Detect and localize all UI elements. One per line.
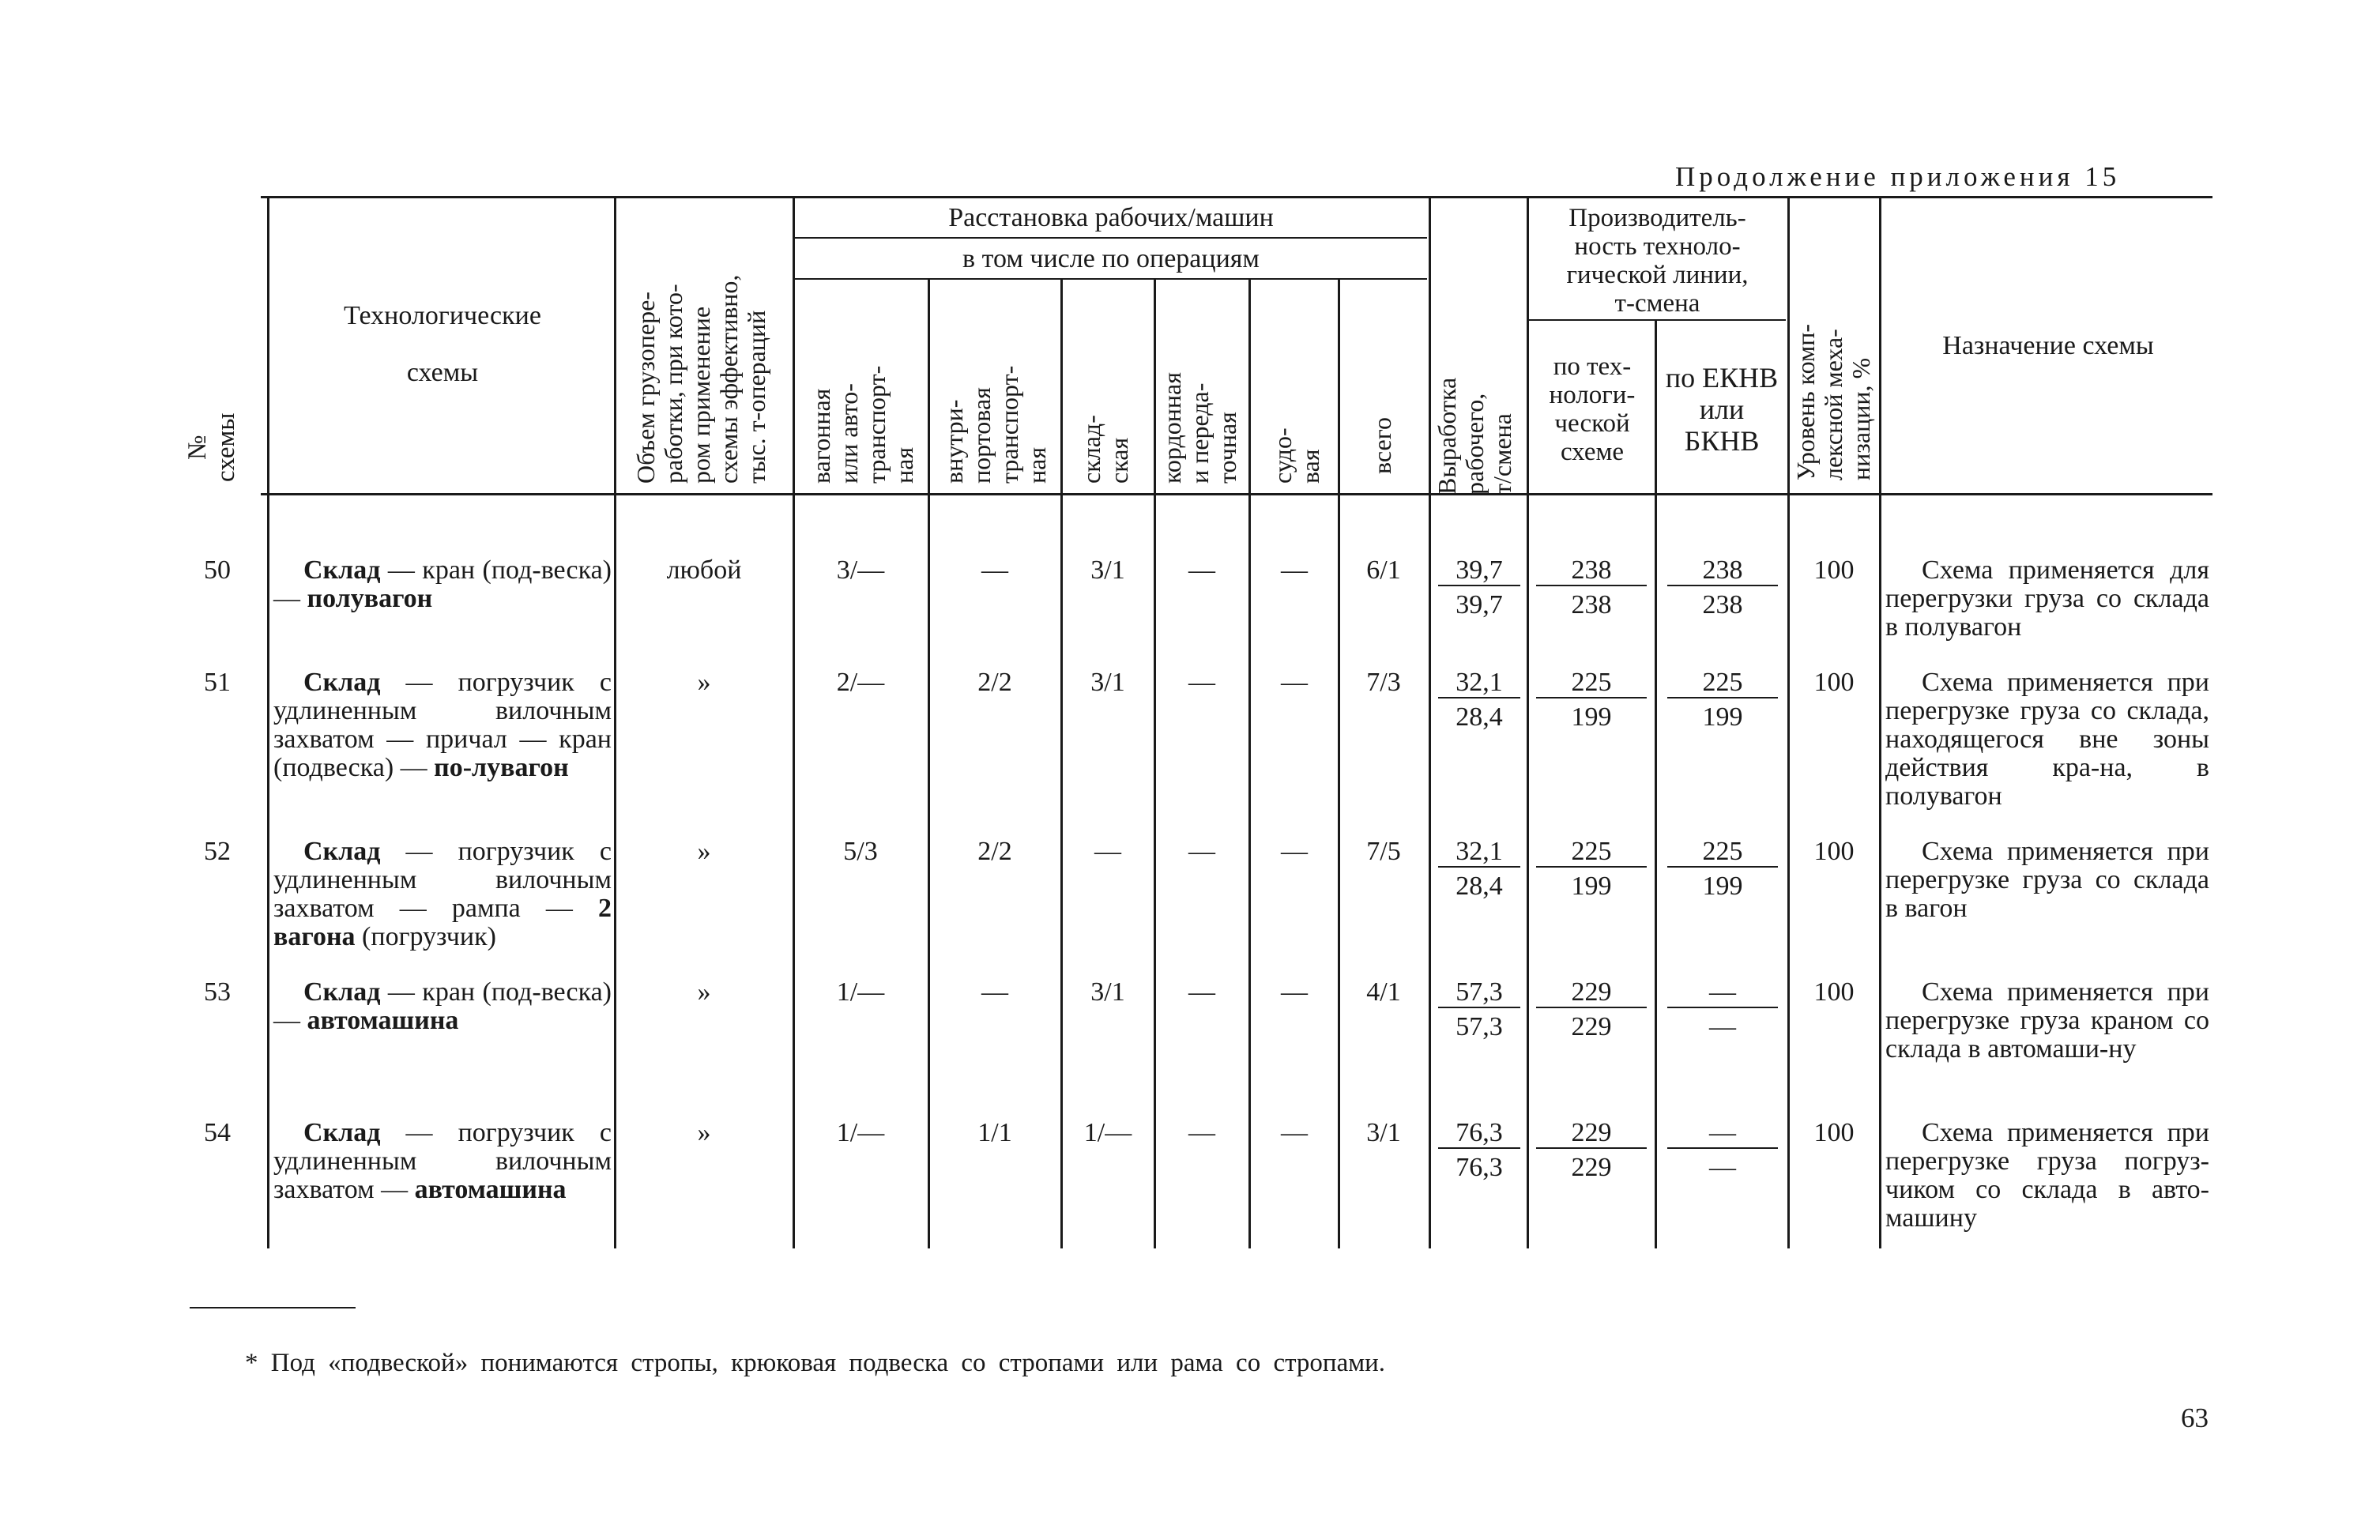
ekhv-top: 225 <box>1667 838 1778 868</box>
ekhv-top: — <box>1667 1119 1778 1149</box>
kordon-cell: — <box>1188 668 1215 697</box>
row-number: 51 <box>204 668 231 697</box>
volume-cell: любой <box>666 555 742 585</box>
wagon-cell: 5/3 <box>843 837 878 866</box>
placement-subrule <box>795 237 1427 239</box>
sklad-cell: 3/1 <box>1090 555 1125 585</box>
sklad-cell: 3/1 <box>1090 668 1125 697</box>
col-rule <box>1248 280 1251 1248</box>
continuation-header: Продолжение приложения 15 <box>1675 161 2121 192</box>
output-top: 32,1 <box>1438 668 1520 698</box>
output-bottom: 57,3 <box>1455 1012 1503 1041</box>
scheme-prod-bottom: 238 <box>1571 590 1612 619</box>
kordon-cell: — <box>1188 977 1215 1007</box>
scheme-prod-top: 225 <box>1536 838 1647 868</box>
header-sklad: склад- ская <box>1077 415 1133 484</box>
header-inner-port: внутри- портовая транспорт- ная <box>940 365 1051 484</box>
productivity-subrule <box>1529 319 1786 321</box>
header-by-scheme: по тех- нологи- ческой схеме <box>1549 352 1636 466</box>
purpose-cell: Схема применяется при перегрузке груза краном со склада в автомаши-ну <box>1885 977 2209 1064</box>
total-cell: 7/3 <box>1366 668 1401 697</box>
volume-cell: » <box>697 837 711 866</box>
sudo-cell: — <box>1281 837 1308 866</box>
kordon-cell: — <box>1188 555 1215 585</box>
row-number: 50 <box>204 555 231 585</box>
col-rule <box>1154 280 1156 1248</box>
header-total: всего <box>1368 416 1396 474</box>
ekhv-bottom: — <box>1709 1153 1736 1182</box>
kordon-cell: — <box>1188 1118 1215 1147</box>
volume-cell: » <box>697 977 711 1007</box>
wagon-cell: 3/— <box>836 555 885 585</box>
col-rule <box>928 280 930 1248</box>
scheme-prod-top: 238 <box>1536 556 1647 586</box>
footnote-rule <box>190 1307 356 1308</box>
col-rule <box>267 198 269 1248</box>
scheme-prod-bottom: 199 <box>1571 702 1612 732</box>
sudo-cell: — <box>1281 555 1308 585</box>
scheme-cell: Склад — погрузчик с удлиненным вилочным захватом — автомашина <box>273 1118 612 1204</box>
header-placement: Расстановка рабочих/машин <box>948 203 1274 232</box>
scheme-prod-top: 229 <box>1536 1119 1647 1149</box>
by-ops-subrule <box>795 278 1427 280</box>
inner-cell: 2/2 <box>977 837 1012 866</box>
mech-cell: 100 <box>1813 1118 1855 1147</box>
scheme-cell: Склад — кран (под-веска) — автомашина <box>273 977 612 1035</box>
footnote: * Под «подвеской» понимаются стропы, крюковая подвеска со стропами или рама со стропами. <box>245 1349 1386 1377</box>
output-bottom: 76,3 <box>1455 1153 1503 1182</box>
total-cell: 7/5 <box>1366 837 1401 866</box>
purpose-cell: Схема применяется при перегрузке груза со склада в вагон <box>1885 837 2209 923</box>
output-bottom: 39,7 <box>1455 590 1503 619</box>
col-rule <box>614 198 616 1248</box>
header-output: Выработка рабочего, т/смена <box>1433 377 1516 495</box>
ekhv-top: — <box>1667 978 1778 1008</box>
table-header-bottom-rule <box>261 493 2212 495</box>
scheme-prod-bottom: 199 <box>1571 872 1612 901</box>
scheme-prod-top: 229 <box>1536 978 1647 1008</box>
sklad-cell: — <box>1094 837 1121 866</box>
scheme-cell: Склад — погрузчик с удлиненным вилочным захватом — причал — кран (подвеска) — по-лувагон <box>273 668 612 782</box>
output-bottom: 28,4 <box>1455 872 1503 901</box>
inner-cell: 1/1 <box>977 1118 1012 1147</box>
total-cell: 6/1 <box>1366 555 1401 585</box>
row-number: 52 <box>204 837 231 866</box>
mech-cell: 100 <box>1813 555 1855 585</box>
header-schemes: Технологические схемы <box>344 301 541 387</box>
volume-cell: » <box>697 1118 711 1147</box>
wagon-cell: 2/— <box>836 668 885 697</box>
scheme-prod-bottom: 229 <box>1571 1153 1612 1182</box>
purpose-cell: Схема применяется при перегрузке груза со склада, находящегося вне зоны действия кра-на, в полувагон <box>1885 668 2209 811</box>
scheme-prod-bottom: 229 <box>1571 1012 1612 1041</box>
header-volume: Объем грузопере- работки, при кото- ром применение схемы эффективно, тыс. т-операций <box>631 274 770 484</box>
sklad-cell: 3/1 <box>1090 977 1125 1007</box>
header-by-operations: в том числе по операциям <box>962 244 1260 273</box>
total-cell: 4/1 <box>1366 977 1401 1007</box>
inner-cell: — <box>981 977 1008 1007</box>
table-top-rule <box>261 196 2212 198</box>
wagon-cell: 1/— <box>836 977 885 1007</box>
header-by-ekhv: по ЕКНВ или БКНВ <box>1665 362 1779 457</box>
header-num: № схемы <box>183 412 240 482</box>
row-number: 54 <box>204 1118 231 1147</box>
volume-cell: » <box>697 668 711 697</box>
output-top: 76,3 <box>1438 1119 1520 1149</box>
col-rule <box>1655 321 1657 1248</box>
header-purpose: Назначение схемы <box>1942 331 2154 360</box>
header-wagon: вагонная или авто- транспорт- ная <box>807 365 918 484</box>
col-rule <box>1787 198 1790 1248</box>
col-rule <box>1429 198 1431 1248</box>
mech-cell: 100 <box>1813 977 1855 1007</box>
col-rule <box>1338 280 1340 1248</box>
ekhv-bottom: — <box>1709 1012 1736 1041</box>
inner-cell: 2/2 <box>977 668 1012 697</box>
col-rule <box>1060 280 1063 1248</box>
header-productivity: Производитель- ность техноло- гической линии, т-смена <box>1566 204 1749 318</box>
col-rule <box>1527 198 1529 1248</box>
scheme-cell: Склад — кран (под-веска) — полувагон <box>273 555 612 613</box>
output-top: 57,3 <box>1438 978 1520 1008</box>
page-number: 63 <box>2181 1403 2209 1433</box>
sudo-cell: — <box>1281 668 1308 697</box>
ekhv-bottom: 238 <box>1702 590 1743 619</box>
col-rule <box>1879 198 1881 1248</box>
purpose-cell: Схема применяется для перегрузки груза со склада в полувагон <box>1885 555 2209 642</box>
kordon-cell: — <box>1188 837 1215 866</box>
row-number: 53 <box>204 977 231 1007</box>
output-top: 39,7 <box>1438 556 1520 586</box>
sudo-cell: — <box>1281 977 1308 1007</box>
total-cell: 3/1 <box>1366 1118 1401 1147</box>
ekhv-bottom: 199 <box>1702 872 1743 901</box>
ekhv-bottom: 199 <box>1702 702 1743 732</box>
wagon-cell: 1/— <box>836 1118 885 1147</box>
mech-cell: 100 <box>1813 668 1855 697</box>
ekhv-top: 238 <box>1667 556 1778 586</box>
inner-cell: — <box>981 555 1008 585</box>
header-mech-level: Уровень комп- лексной меха- низации, % <box>1791 323 1875 480</box>
purpose-cell: Схема применяется при перегрузке груза погруз-чиком со склада в авто-машину <box>1885 1118 2209 1233</box>
ekhv-top: 225 <box>1667 668 1778 698</box>
header-sudo: судо- вая <box>1268 427 1324 484</box>
col-rule <box>793 198 795 1248</box>
sklad-cell: 1/— <box>1083 1118 1132 1147</box>
output-bottom: 28,4 <box>1455 702 1503 732</box>
header-kordon: кордонная и переда- точная <box>1158 372 1241 484</box>
mech-cell: 100 <box>1813 837 1855 866</box>
sudo-cell: — <box>1281 1118 1308 1147</box>
scheme-cell: Склад — погрузчик с удлиненным вилочным захватом — рампа — 2 вагона (погрузчик) <box>273 837 612 951</box>
scheme-prod-top: 225 <box>1536 668 1647 698</box>
output-top: 32,1 <box>1438 838 1520 868</box>
